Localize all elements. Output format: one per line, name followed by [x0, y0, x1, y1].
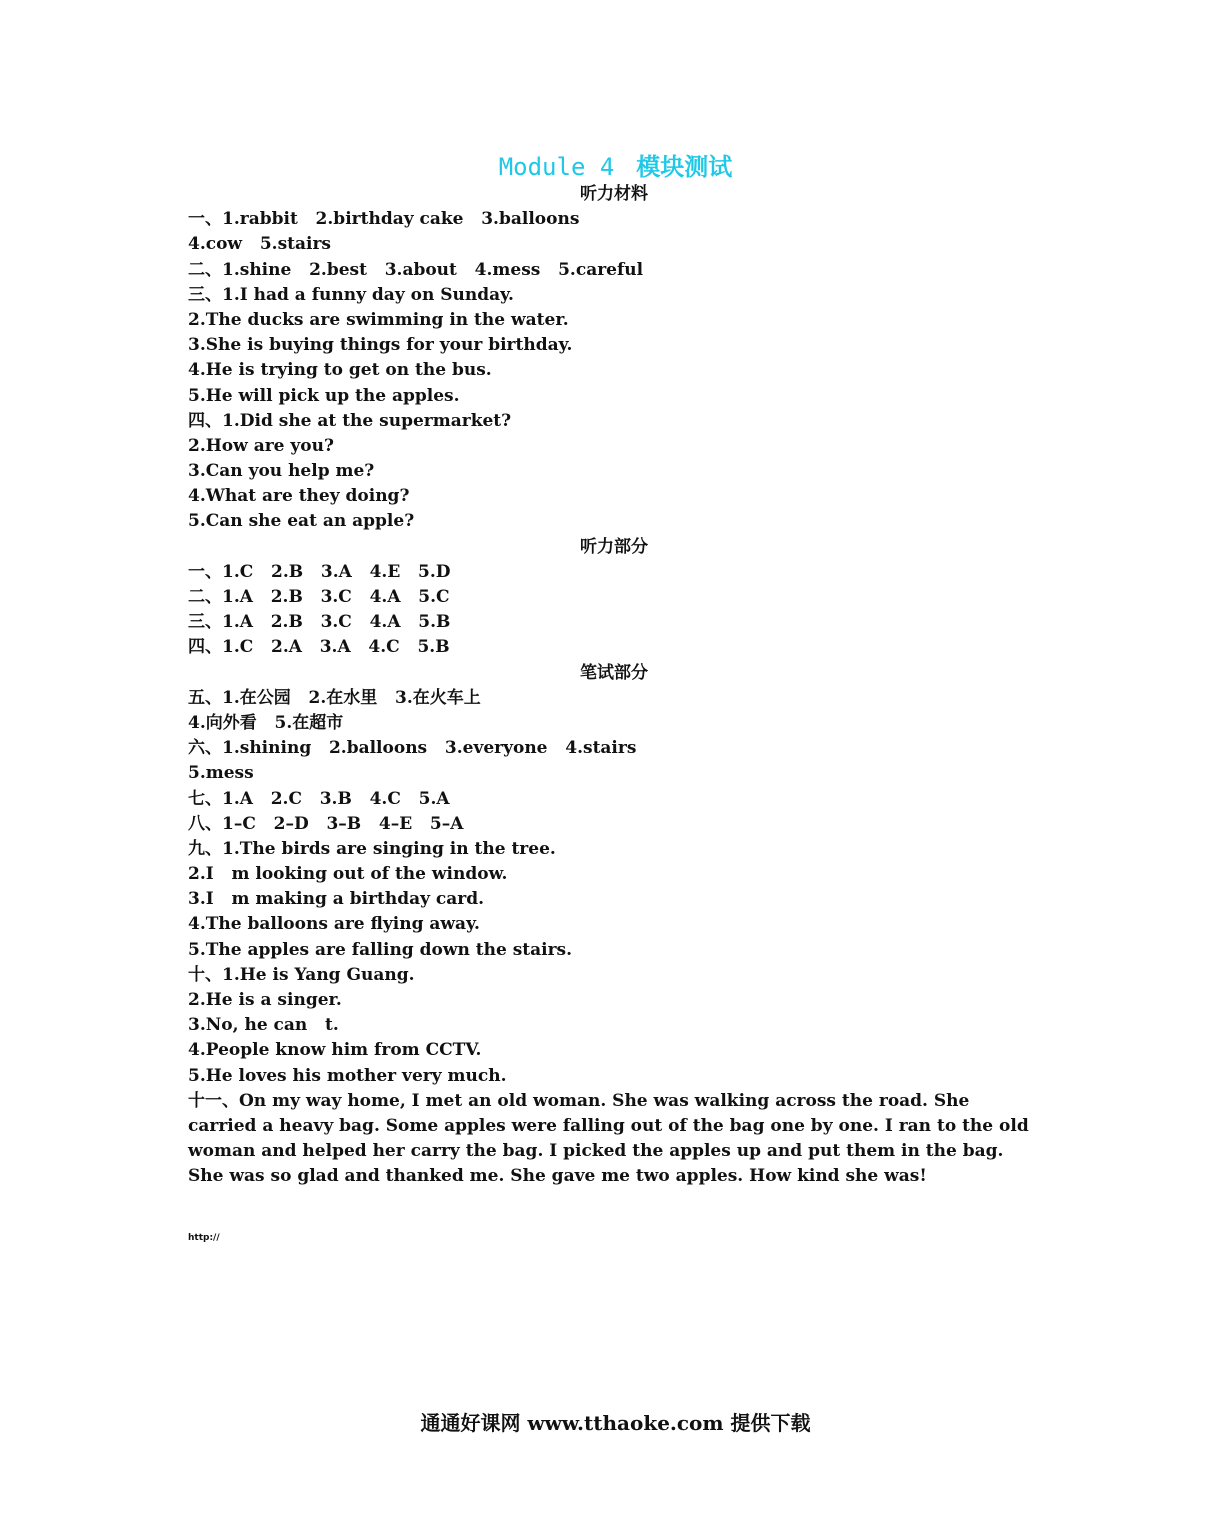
list-item: 3.She is buying things for your birthday.: [188, 335, 573, 356]
list-item: 六、1.shining 2.balloons 3.everyone 4.stairs: [188, 738, 637, 759]
list-item: 八、1–C 2–D 3–B 4–E 5–A: [188, 813, 464, 834]
heading-listening-part: 听力部分: [580, 536, 648, 557]
listening-material-list: [188, 207, 1038, 534]
module-test-label: 模块测试: [636, 152, 733, 181]
list-item: 3.I m making a birthday card.: [188, 889, 485, 910]
list-item: 十、1.He is Yang Guang.: [188, 964, 415, 985]
list-item: 3.Can you help me?: [188, 461, 375, 482]
written-part-list: [188, 686, 1038, 1089]
list-item: 五、1.在公园 2.在水里 3.在火车上: [188, 687, 481, 708]
answer-content: [188, 182, 1038, 1190]
heading-listening-material: 听力材料: [580, 184, 648, 204]
list-item: 2.How are you?: [188, 435, 334, 456]
list-item: 4.The balloons are flying away.: [188, 914, 480, 935]
essay-paragraph: 十一、On my way home, I met an old woman. She was walking across the road. She carried a heavy bag. Some apples were falling out of the bag one by one. I ran to the old woman and helped her carry the bag. I picked the apples up and put them in the bag. She was so glad and thanked me. She gave me two apples. How kind she was!: [188, 1090, 1029, 1187]
list-item: 二、1.A 2.B 3.C 4.A 5.C: [188, 587, 450, 607]
list-item: 2.The ducks are swimming in the water.: [188, 309, 569, 330]
list-item: 七、1.A 2.C 3.B 4.C 5.A: [188, 788, 450, 809]
list-item: 4.What are they doing?: [188, 486, 410, 507]
list-item: 4.cow 5.stairs: [188, 234, 331, 255]
list-item: 四、1.C 2.A 3.A 4.C 5.B: [188, 637, 450, 658]
list-item: 一、1.rabbit 2.birthday cake 3.balloons: [188, 209, 580, 230]
list-item: 4.People know him from CCTV.: [188, 1040, 482, 1061]
list-item: 一、1.C 2.B 3.A 4.E 5.D: [188, 561, 451, 582]
list-item: 4.向外看 5.在超市: [188, 712, 344, 733]
list-item: 2.I m looking out of the window.: [188, 864, 508, 885]
list-item: 5.Can she eat an apple?: [188, 511, 415, 532]
module-label: Module 4: [498, 153, 615, 181]
list-item: 4.He is trying to get on the bus.: [188, 360, 492, 381]
list-item: 3.No, he can t.: [188, 1015, 339, 1036]
list-item: 九、1.The birds are singing in the tree.: [188, 838, 556, 859]
list-item: 5.mess: [188, 763, 254, 784]
url-text: http://: [188, 1233, 220, 1243]
list-item: 5.He will pick up the apples.: [188, 385, 460, 406]
list-item: 二、1.shine 2.best 3.about 4.mess 5.careful: [188, 259, 644, 280]
heading-written-part: 笔试部分: [580, 662, 648, 683]
list-item: 5.The apples are falling down the stairs.: [188, 939, 573, 960]
listening-part-list: [188, 560, 1038, 661]
page-title: [0, 150, 1231, 184]
list-item: 2.He is a singer.: [188, 990, 342, 1010]
footer-download-note: 通通好课网 www.tthaoke.com 提供下载: [420, 1411, 811, 1435]
list-item: 三、1.A 2.B 3.C 4.A 5.B: [188, 612, 451, 633]
list-item: 四、1.Did she at the supermarket?: [188, 410, 512, 431]
list-item: 5.He loves his mother very much.: [188, 1065, 507, 1086]
list-item: 三、1.I had a funny day on Sunday.: [188, 284, 514, 305]
